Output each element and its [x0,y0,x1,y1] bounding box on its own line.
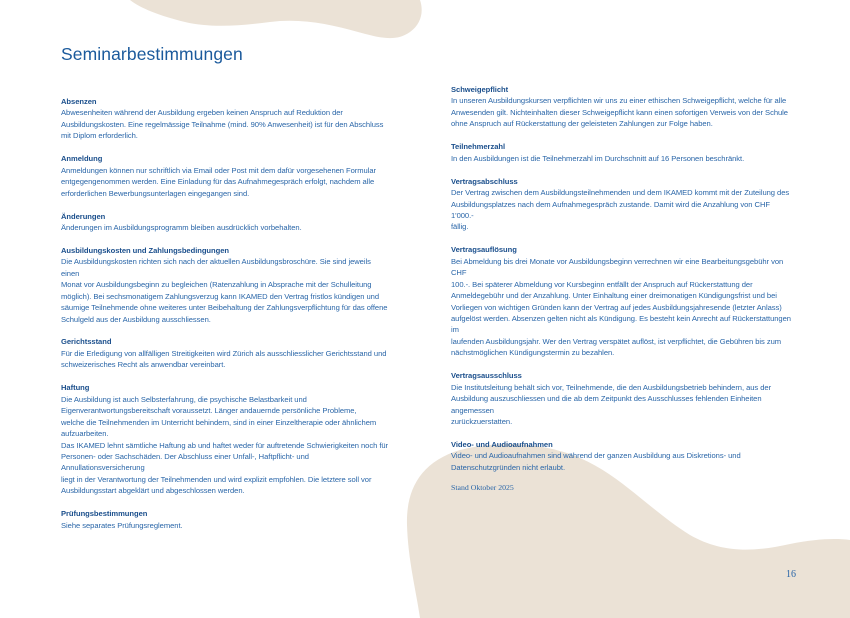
section-heading: Vertragsabschluss [451,176,518,186]
section-body: In unseren Ausbildungskursen verpflichten wir uns zu einer ethischen Schweigepflicht, welche für alle Anwesenden gilt. Nichteinhalten dieser Schweigepflicht kann einen sofortigen Verweis von der Schule ohne Anspruch auf Rückerstattung der geleisteten Zahlungen zur Folge haben. [451,96,788,129]
section-aenderungen [61,211,391,234]
section-heading: Video- und Audioaufnahmen [451,439,553,449]
section-body: Siehe separates Prüfungsreglement. [61,520,183,530]
section-body: Die Ausbildungskosten richten sich nach der aktuellen Ausbildungsbroschüre. Sie sind jeweils einen Monat vor Ausbildungsbeginn zu begleichen (Ratenzahlung in Absprache mit der Schulleitung möglich). Bei sechsmonatigem Zahlungsverzug kann IKAMED den Vertrag fristlos kündigen und säumige Teilnehmende ohne weiteres unter Beibehaltung der Zahlungsverpflichtung für das offene Schulgeld aus der Ausbildung ausschliessen. [61,257,388,324]
section-pruefungsbestimmungen [61,508,391,531]
document-date: Stand Oktober 2025 [451,483,514,492]
section-body: Die Institutsleitung behält sich vor, Teilnehmende, die den Ausbildungsbetrieb behindern, aus der Ausbildung auszuschliessen und die ab dem Zeitpunkt des Ausschlusses fehlenden Einheiten angemessen zurückzuerstatten. [451,382,772,427]
section-vertragsaufloesung [451,244,791,359]
section-heading: Haftung [61,383,90,393]
section-body: Änderungen im Ausbildungsprogramm bleiben ausdrücklich vorbehalten. [61,222,302,232]
section-heading: Prüfungsbestimmungen [61,509,148,519]
section-heading: Vertragsausschluss [451,371,522,381]
section-heading: Schweigepflicht [451,85,509,94]
section-gerichtsstand [61,336,391,370]
right-column [451,84,791,485]
section-schweigepflicht [451,84,791,130]
section-body: Die Ausbildung ist auch Selbsterfahrung, die psychische Belastbarkeit und Eigenverantwortungsbereitschaft voraussetzt. Länger andauernde persönliche Probleme, welche die Teilnehmenden im Unterricht behindern, sind in einer Einzeltherapie oder ähnlichem aufzuarbeiten. Das IKAMED lehnt sämtliche Haftung ab und haftet weder für auftretende Schwierigkeiten noch für Personen- oder Sachschäden. Der Abschluss einer Unfall-, Haftpflicht- und Annullationsversicherung liegt in der Verantwortung der Teilnehmenden und wird explizit empfohlen. Die letztere soll vor Ausbildungsstart abgeklärt und abgeschlossen werden. [61,394,389,496]
section-vertragsabschluss [451,176,791,233]
section-vertragsausschluss [451,370,791,427]
section-ausbildungskosten [61,245,391,325]
section-body: Bei Abmeldung bis drei Monate vor Ausbildungsbeginn verrechnen wir eine Bearbeitungsgebühr von CHF 100.-. Bei späterer Abmeldung vor Kursbeginn entfällt der Anspruch auf Rückerstattung der Anmeldegebühr und der Anzahlung. Unter Einhaltung einer dreimonatigen Kündigungsfrist und bei Vorliegen von wichtigen Gründen kann der Vertrag auf jedes Ausbildungsjahresende (letzter Anlass) aufgelöst werden. Absenzen gelten nicht als Kündigung. Es besteht kein Anrecht auf Rückerstattungen im laufenden Ausbildungsjahr. Wer den Vertrag verspätet auflöst, ist verpflichtet, die Gebühren bis zum nächstmöglichen Kündigungstermin zu bezahlen. [451,256,791,358]
section-absenzen [61,96,391,142]
page-number: 16 [786,569,796,580]
section-heading: Gerichtsstand [61,337,112,347]
section-video-audio [451,439,791,473]
section-heading: Änderungen [61,211,106,221]
section-body: Video- und Audioaufnahmen sind während der ganzen Ausbildung aus Diskretions- und Datenschutzgründen nicht erlaubt. [451,451,741,472]
section-heading: Anmeldung [61,154,103,164]
section-haftung [61,382,391,497]
section-teilnehmerzahl [451,141,791,164]
section-heading: Vertragsauflösung [451,245,517,255]
left-column [61,96,391,543]
section-heading: Ausbildungskosten und Zahlungsbedingungen [61,245,229,255]
section-body: Für die Erledigung von allfälligen Streitigkeiten wird Zürich als ausschliesslicher Gerichtsstand und schweizerisches Recht als anwendbar vereinbart. [61,348,387,370]
section-body: Abwesenheiten während der Ausbildung ergeben keinen Anspruch auf Reduktion der Ausbildungskosten. Eine regelmässige Teilnahme (mind. 90% Anwesenheit) ist für den Abschluss mit Diplom erforderlich. [61,108,384,141]
top-blob-shape [130,0,422,38]
section-body: In den Ausbildungen ist die Teilnehmerzahl im Durchschnitt auf 16 Personen beschränkt. [451,153,745,163]
page-title: Seminarbestimmungen [61,44,243,64]
section-heading: Teilnehmerzahl [451,142,506,152]
section-heading: Absenzen [61,97,97,106]
section-body: Anmeldungen können nur schriftlich via Email oder Post mit dem dafür vorgesehenen Formular entgegengenommen werden. Eine Einladung für das Aufnahmegespräch erfolgt, nachdem alle erforderlichen Bewerbungsunterlagen eingegangen sind. [61,165,377,198]
section-anmeldung [61,153,391,199]
section-body: Der Vertrag zwischen dem Ausbildungsteilnehmenden und dem IKAMED kommt mit der Zuteilung des Ausbildungsplatzes nach dem Aufnahmegespräch zustande. Damit wird die Anzahlung von CHF 1'000.- fällig. [451,188,790,232]
